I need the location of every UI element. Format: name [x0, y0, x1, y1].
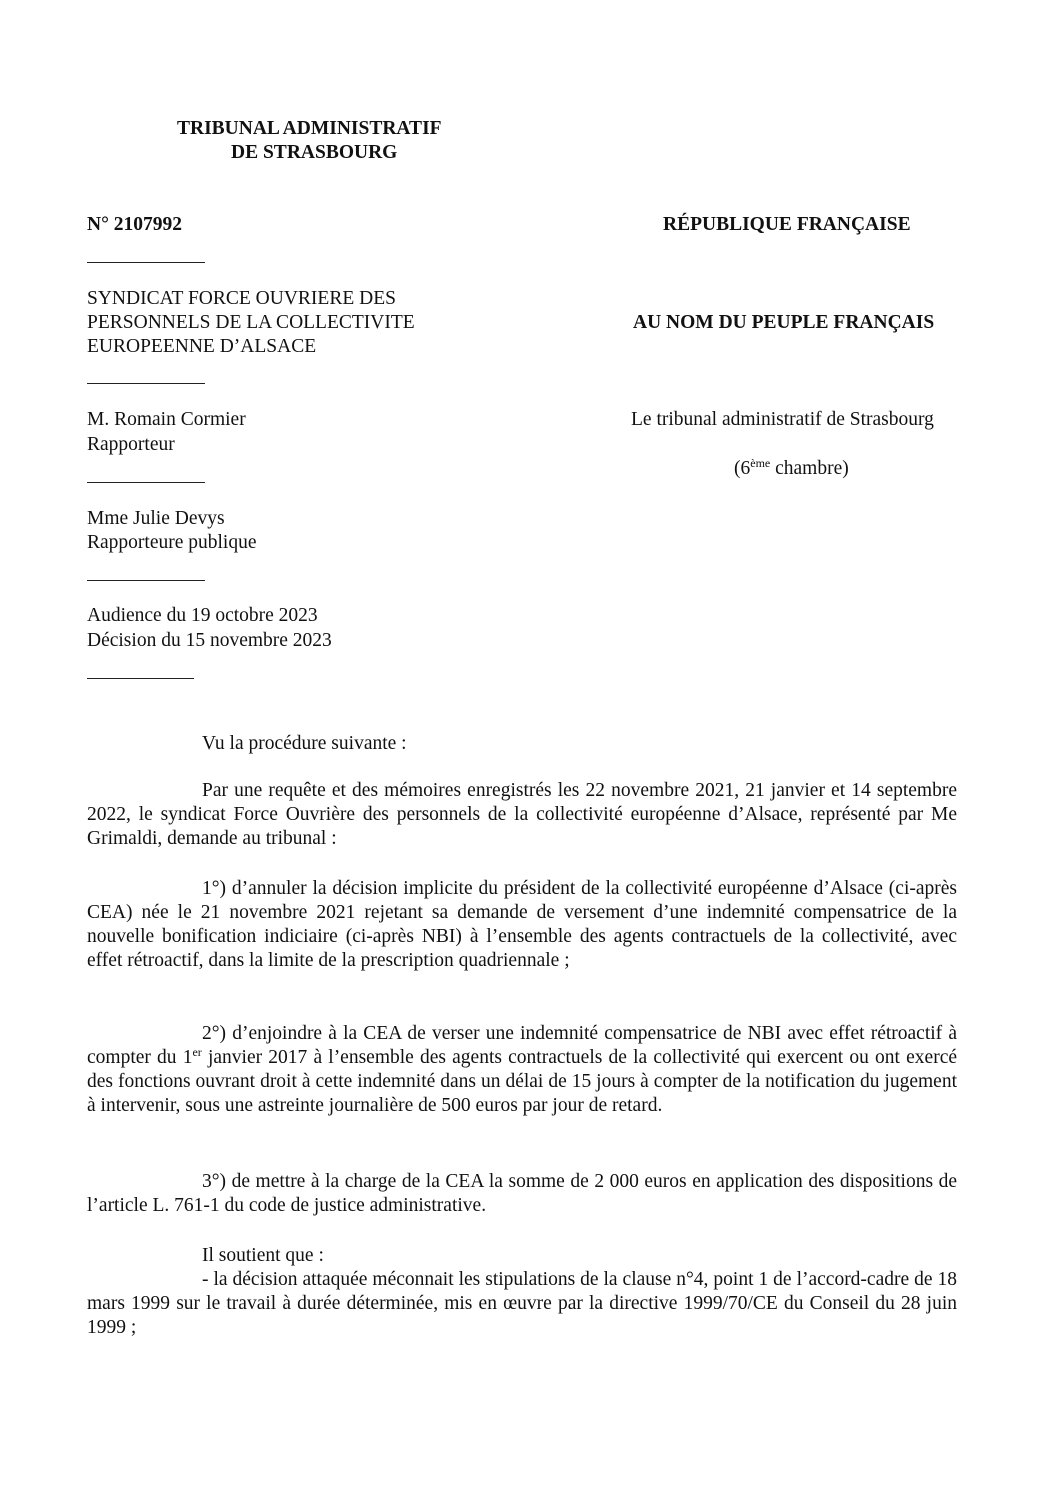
party-line1: SYNDICAT FORCE OUVRIERE DES [87, 288, 396, 309]
hearing-date: Audience du 19 octobre 2023 [87, 605, 318, 626]
public-rapporteur-name: Mme Julie Devys [87, 508, 225, 529]
paragraph-injunction [87, 1022, 957, 1118]
paragraph-sup: er [192, 1045, 202, 1059]
paragraph-text: 1°) d’annuler la décision implicite du président de la collectivité européenne d’Alsace (ci-après CEA) née le 21 novembre 2021 rejetant sa demande de versement d’une indemnité compensatrice de la nouvelle bonification indiciaire (ci-après NBI) à l’ensemble des agents contractuels de la collectivité, avec effet rétroactif, dans la limite de la prescription quadriennale ; [87, 878, 957, 971]
paragraph-text-part: janvier 2017 à l’ensemble des agents contractuels de la collectivité qui exercent ou ont exercé des fonctions ouvrant droit à cette indemnité dans un délai de 15 jours à compter de la notification du jugement à intervenir, sous une astreinte journalière de 500 euros par jour de retard. [87, 1047, 958, 1116]
rapporteur-name: M. Romain Cormier [87, 409, 246, 430]
public-rapporteur-role: Rapporteure publique [87, 532, 257, 553]
paragraph-argument [87, 1268, 957, 1340]
separator-rule [87, 262, 205, 263]
argument-intro: Il soutient que : [202, 1245, 324, 1266]
paragraph-text: Par une requête et des mémoires enregistrés les 22 novembre 2021, 21 janvier et 14 septembre 2022, le syndicat Force Ouvrière des personnels de la collectivité européenne d’Alsace, représenté par Me Grimaldi, demande au tribunal : [87, 780, 957, 849]
party-line2: PERSONNELS DE LA COLLECTIVITE [87, 312, 415, 333]
paragraph-text [87, 1022, 957, 1118]
republic-heading: RÉPUBLIQUE FRANÇAISE [663, 214, 911, 235]
court-name-line1: TRIBUNAL ADMINISTRATIF [177, 118, 442, 139]
paragraph-request [87, 779, 957, 851]
party-line3: EUROPEENNE D’ALSACE [87, 336, 317, 357]
paragraph-annulment [87, 877, 957, 973]
chamber [734, 457, 849, 481]
chamber-prefix: (6 [734, 458, 751, 479]
rapporteur-role: Rapporteur [87, 434, 175, 455]
chamber-sup: ème [750, 456, 771, 470]
paragraph-text-part: 2°) d’enjoindre à la CEA de verser une indemnité compensatrice de NBI avec effet rétroactif à compter du 1 [87, 1023, 957, 1068]
in-name-of-heading: AU NOM DU PEUPLE FRANÇAIS [633, 312, 935, 333]
court-name-line2: DE STRASBOURG [231, 142, 398, 163]
tribunal-name: Le tribunal administratif de Strasbourg [631, 409, 934, 430]
separator-rule [87, 678, 194, 679]
paragraph-text: - la décision attaquée méconnait les stipulations de la clause n°4, point 1 de l’accord-cadre de 18 mars 1999 sur le travail à durée déterminée, mis en œuvre par la directive 1999/70/CE du Conseil du 28 juin 1999 ; [87, 1269, 957, 1338]
paragraph-text: 3°) de mettre à la charge de la CEA la somme de 2 000 euros en application des dispositions de l’article L. 761-1 du code de justice administrative. [87, 1171, 957, 1216]
separator-rule [87, 580, 205, 581]
procedure-intro: Vu la procédure suivante : [202, 733, 407, 754]
separator-rule [87, 482, 205, 483]
case-number: N° 2107992 [87, 214, 183, 235]
paragraph-costs [87, 1170, 957, 1218]
decision-date: Décision du 15 novembre 2023 [87, 630, 332, 651]
chamber-suffix: chambre) [770, 458, 849, 479]
separator-rule [87, 383, 205, 384]
